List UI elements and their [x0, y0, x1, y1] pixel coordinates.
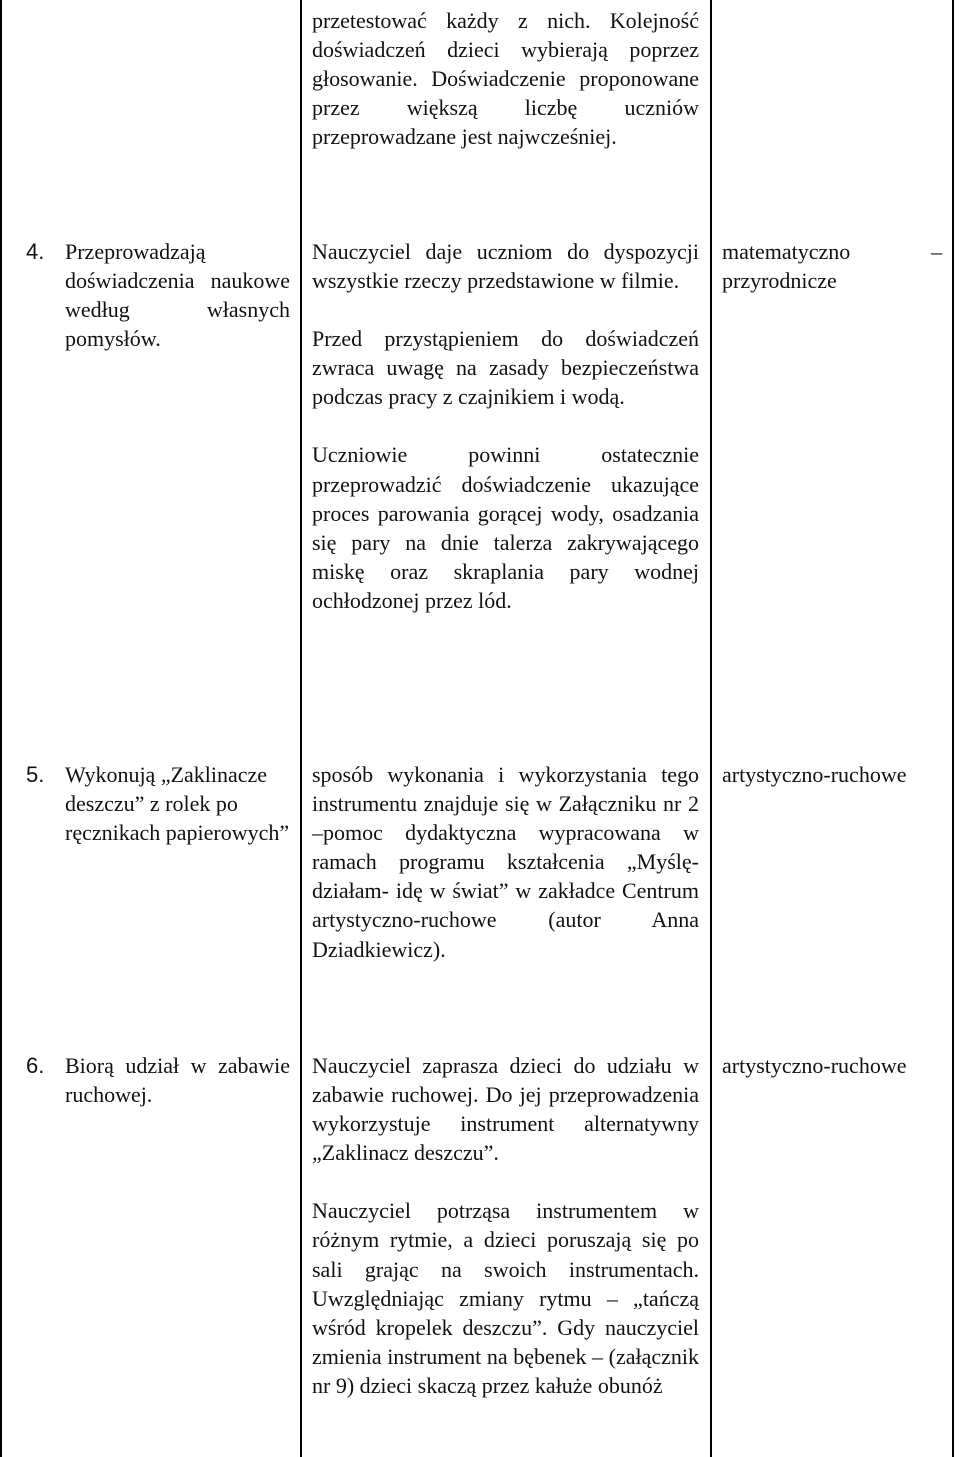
- row-6-paragraph-1: Nauczyciel zaprasza dzieci do udziału w zabawie ruchowej. Do jej przeprowadzenia wykorzystuje instrument alternatywny „Zaklinacz deszczu”.: [312, 1053, 699, 1166]
- table-left-border: [0, 0, 2, 1457]
- row-5-education-type: artystyczno-ruchowe: [722, 762, 907, 787]
- row-5-paragraph-1: sposób wykonania i wykorzystania tego instrumentu znajduje się w Załączniku nr 2 –pomoc dydaktyczna wypracowana w ramach programu kształcenia „Myślę- działam- idę w świat” w zakładce Centrum artystyczno-ruchowe (autor Anna Dziadkiewicz).: [312, 762, 699, 962]
- table-col2-divider: [710, 0, 712, 1457]
- row-4-number: 4.: [26, 239, 45, 264]
- row-4-paragraph-1: Nauczyciel daje uczniom do dyspozycji wszystkie rzeczy przedstawione w filmie.: [312, 239, 699, 294]
- row-4-content: [312, 237, 699, 615]
- table-right-border: [952, 0, 954, 1457]
- row-6-education-type: artystyczno-ruchowe: [722, 1053, 907, 1078]
- row-6-activity: Biorą udział w zabawie ruchowej.: [65, 1053, 290, 1108]
- row-6-number: 6.: [26, 1053, 45, 1078]
- row-5-activity: Wykonują „Zaklinacze deszczu” z rolek po ręcznikach papierowych”: [65, 762, 290, 846]
- row-6-content: [312, 1051, 699, 1400]
- row-4-education-type: matematyczno – przyrodnicze: [722, 239, 942, 294]
- row-4-activity: Przeprowadzają doświadczenia naukowe według własnych pomysłów.: [65, 239, 290, 352]
- row-6-paragraph-2: Nauczyciel potrząsa instrumentem w różnym rytmie, a dzieci poruszają się po sali grając na swoich instrumentach. Uwzględniając zmiany rytmu – „tańczą wśród kropelek deszczu”. Gdy nauczyciel zmienia instrument na bębenek – (załącznik nr 9) dzieci skaczą przez kałuże obunóż: [312, 1198, 699, 1398]
- row-4-paragraph-2: Przed przystąpieniem do doświadczeń zwraca uwagę na zasady bezpieczeństwa podczas pracy z czajnikiem i wodą.: [312, 326, 699, 410]
- row-5-number: 5.: [26, 762, 45, 787]
- row-top-paragraph: przetestować każdy z nich. Kolejność doświadczeń dzieci wybierają poprzez głosowanie. Doświadczenie proponowane przez większą liczbę uczniów przeprowadzane jest najwcześniej.: [312, 8, 699, 150]
- row-top-content: [312, 6, 699, 151]
- row-4-paragraph-3: Uczniowie powinni ostatecznie przeprowadzić doświadczenie ukazujące proces parowania gorącej wody, osadzania się pary na dnie talerza zakrywającego miskę oraz skraplania pary wodnej ochłodzonej przez lód.: [312, 442, 699, 613]
- row-5-content: [312, 760, 699, 964]
- table-col1-divider: [300, 0, 302, 1457]
